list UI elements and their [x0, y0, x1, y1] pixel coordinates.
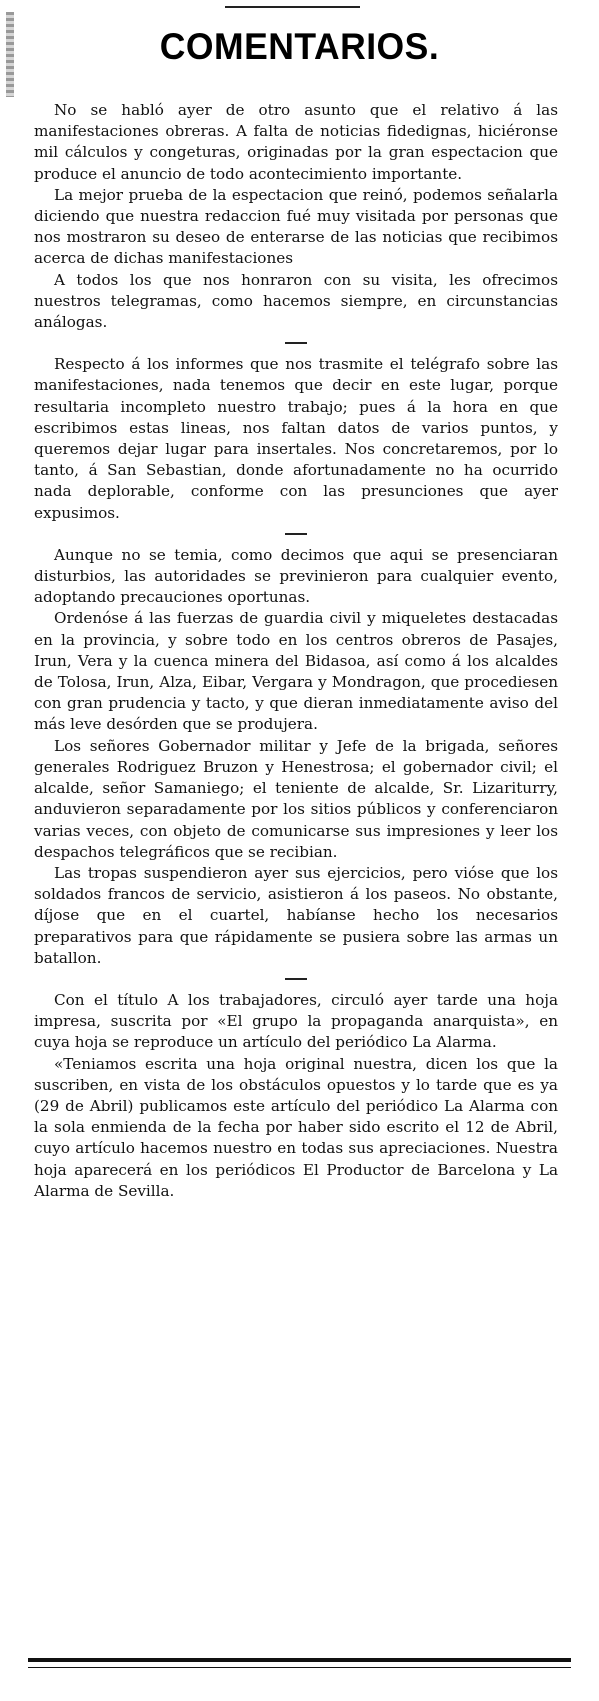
- article-paragraph: Las tropas suspendieron ayer sus ejercicios, pero vióse que los soldados francos de servicio, asistieron á los paseos. No obstante, díjose que en el cuartel, habíanse hecho los necesarios preparativos para que rápidamente se pusiera sobre las armas un batallon.: [34, 863, 558, 967]
- article-paragraph: Ordenóse á las fuerzas de guardia civil y miqueletes destacadas en la provincia, y sobre todo en los centros obreros de Pasajes, Irun, Vera y la cuenca minera del Bidasoa, así como á los alcaldes de Tolosa, Irun, Alza, Eibar, Vergara y Mondragon, que procediesen con gran prudencia y tacto, y que dieran inmediatamente aviso del más leve desórden que se produjera.: [34, 609, 558, 734]
- article-column: [34, 100, 558, 1202]
- article-paragraph: No se habló ayer de otro asunto que el relativo á las manifestaciones obreras. A falta de noticias fidedignas, hiciéronse mil cálculos y congeturas, originadas por la gran espectacion que produce el anuncio de todo acontecimiento importante.: [34, 101, 558, 183]
- article-paragraph: Aunque no se temia, como decimos que aqui se presenciaran disturbios, las autoridades se previnieron para cualquier evento, adoptando precauciones oportunas.: [34, 545, 558, 607]
- paragraph-divider: [285, 978, 307, 980]
- paragraph-divider: [285, 342, 307, 344]
- article-paragraph: La mejor prueba de la espectacion que reinó, podemos señalarla diciendo que nuestra redaccion fué muy visitada por personas que nos mostraron su deseo de enterarse de las noticias que recibimos acerca de dichas manifestaciones: [34, 185, 558, 268]
- article-paragraph: «Teniamos escrita una hoja original nuestra, dicen los que la suscriben, en vista de los obstáculos opuestos y lo tarde que es ya (29 de Abril) publicamos este artículo del periódico La Alarma con la sola enmienda de la fecha por haber sido escrito el 12 de Abril, cuyo artículo hacemos nuestro en todas sus apreciaciones. Nuestra hoja aparecerá en los periódicos El Productor de Barcelona y La Alarma de Sevilla.: [34, 1054, 558, 1200]
- article-paragraph: Con el título A los trabajadores, circuló ayer tarde una hoja impresa, suscrita por «El grupo la propaganda anarquista», en cuya hoja se reproduce un artículo del periódico La Alarma.: [34, 990, 558, 1052]
- article-paragraph: A todos los que nos honraron con su visita, les ofrecimos nuestros telegramas, como hacemos siempre, en circunstancias análogas.: [34, 270, 558, 332]
- top-rule: [225, 6, 360, 8]
- paragraph-divider: [285, 533, 307, 535]
- article-paragraph: Respecto á los informes que nos trasmite el telégrafo sobre las manifestaciones, nada tenemos que decir en este lugar, porque resultaria incompleto nuestro trabajo; pues á la hora en que escribimos estas lineas, nos faltan datos de varios puntos, y queremos dejar lugar para insertales. Nos concretaremos, por lo tanto, á San Sebastian, donde afortunadamente no ha ocurrido nada deplorable, conforme con las presunciones que ayer expusimos.: [34, 355, 558, 522]
- article-paragraph: Los señores Gobernador militar y Jefe de la brigada, señores generales Rodriguez Bruzon y Henestrosa; el gobernador civil; el alcalde, señor Samaniego; el teniente de alcalde, Sr. Lizariturry, anduvieron separadamente por los sitios públicos y conferenciaron varias veces, con objeto de comunicarse sus impresiones y leer los despachos telegráficos que se recibian.: [34, 736, 558, 861]
- section-title: COMENTARIOS.: [159, 26, 440, 67]
- bottom-rule: [28, 1658, 571, 1668]
